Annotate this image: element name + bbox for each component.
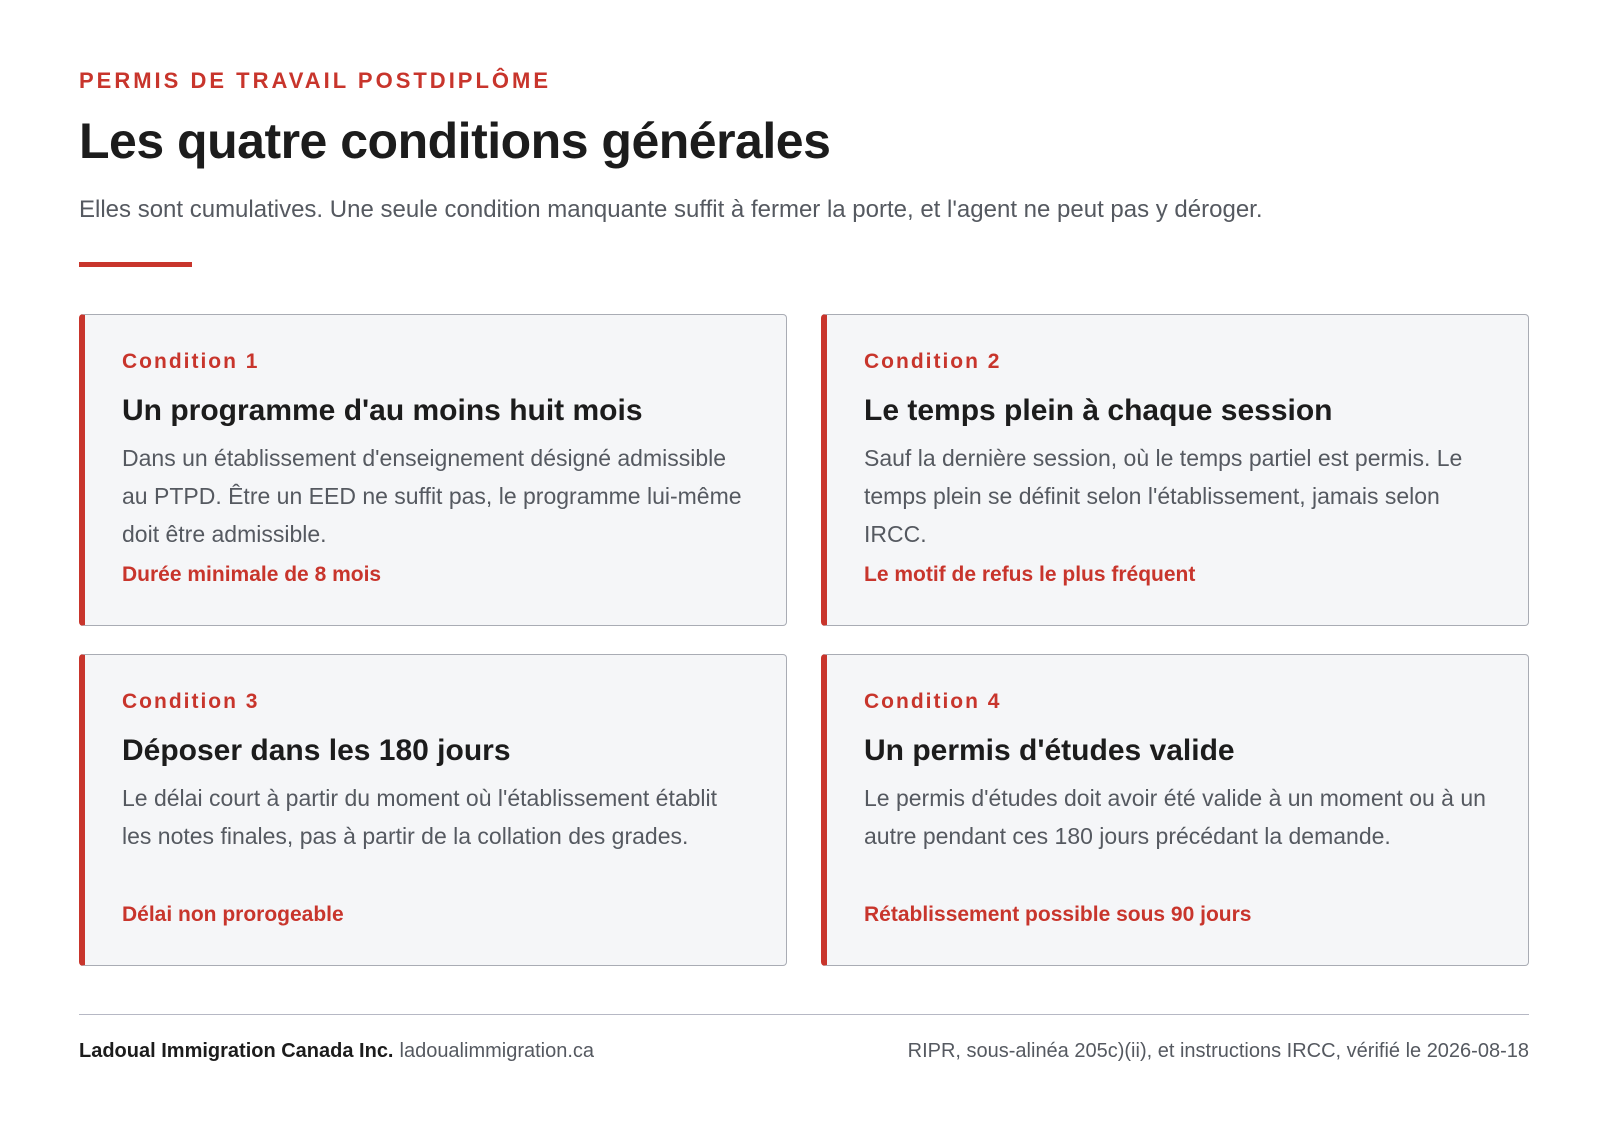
condition-title: Un permis d'études valide (864, 734, 1235, 767)
eyebrow-label: PERMIS DE TRAVAIL POSTDIPLÔME (79, 68, 552, 93)
conditions-grid (79, 314, 1529, 966)
footer-website-link[interactable]: ladoualimmigration.ca (399, 1040, 595, 1062)
footer-org-name: Ladoual Immigration Canada Inc. (79, 1040, 394, 1062)
condition-note: Rétablissement possible sous 90 jours (864, 903, 1252, 926)
condition-title: Un programme d'au moins huit mois (122, 394, 643, 427)
footer-brand (79, 1040, 594, 1063)
condition-card-4 (821, 654, 1529, 966)
condition-card-3 (79, 654, 787, 966)
footer-divider (79, 1014, 1529, 1015)
condition-description: Le permis d'études doit avoir été valide à un moment ou à un autre pendant ces 180 jours précédant la demande. (864, 785, 1486, 849)
condition-card-2 (821, 314, 1529, 626)
page-subtitle: Elles sont cumulatives. Une seule condition manquante suffit à fermer la porte, et l'agent ne peut pas y déroger. (79, 196, 1263, 223)
condition-description: Sauf la dernière session, où le temps partiel est permis. Le temps plein se définit selon l'établissement, jamais selon IRCC. (864, 445, 1463, 547)
condition-card-1 (79, 314, 787, 626)
condition-title: Déposer dans les 180 jours (122, 734, 511, 767)
page-title: Les quatre conditions générales (79, 113, 831, 169)
condition-description: Le délai court à partir du moment où l'établissement établit les notes finales, pas à partir de la collation des grades. (122, 785, 718, 849)
condition-number: Condition 4 (864, 690, 1002, 713)
condition-note: Délai non prorogeable (122, 903, 344, 926)
condition-number: Condition 3 (122, 690, 260, 713)
condition-note: Le motif de refus le plus fréquent (864, 563, 1196, 586)
condition-note: Durée minimale de 8 mois (122, 563, 382, 586)
condition-number: Condition 2 (864, 350, 1002, 373)
accent-divider (79, 262, 192, 267)
footer-source: RIPR, sous-alinéa 205c)(ii), et instructions IRCC, vérifié le 2026-08-18 (907, 1040, 1529, 1062)
condition-title: Le temps plein à chaque session (864, 394, 1333, 427)
condition-number: Condition 1 (122, 350, 260, 373)
condition-description: Dans un établissement d'enseignement désigné admissible au PTPD. Être un EED ne suffit pas, le programme lui-même doit être admissible. (122, 445, 742, 547)
